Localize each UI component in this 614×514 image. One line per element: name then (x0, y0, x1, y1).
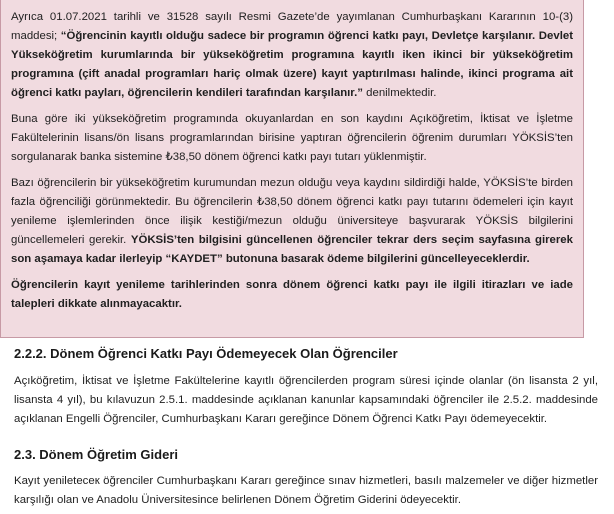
notice-paragraph-3: Bazı öğrencilerin bir yükseköğretim kurumundan mezun olduğu veya kaydını sildirdiği halde, YÖKSİS’te birden fazla öğrenciliği görünmektedir. Bu öğrencilerin ₺38,50 dönem öğrenci katkı payı tutarını ödemeleri için kayıt yenileme işlemlerinden önce ilişik kestiği/mezun olduğu üniversiteye başvurarak YÖKSİS bilgilerini güncellemeleri gerekir. YÖKSİS’ten bilgisini güncellenen öğrenciler tekrar ders seçim sayfasına girerek son aşamaya kadar ilerleyip “KAYDET” butonuna basarak ödeme bilgilerini güncelleyeceklerdir. (11, 177, 573, 265)
section-heading-2-3: 2.3. Dönem Öğretim Gideri (14, 447, 178, 462)
section-heading-2-2-2: 2.2.2. Dönem Öğrenci Katkı Payı Ödemeyecek Olan Öğrenciler (14, 346, 398, 361)
section-text-2-2-2: Açıköğretim, İktisat ve İşletme Fakültelerine kayıtlı öğrencilerden program süresi içinde olanlar (ön lisansta 2 yıl, lisansta 4 yıl), bu kılavuzun 2.5.1. maddesinde açıklanan kanunlar kapsamındaki öğrenciler ile 2.5.2. maddesinde açıklanan Engelli Öğrenciler, Cumhurbaşkanı Kararı gereğince Dönem Öğrenci Katkı Payı ödemeyecektir. (14, 375, 598, 425)
notice-paragraph-4: Öğrencilerin kayıt yenileme tarihlerinden sonra dönem öğrenci katkı payı ile ilgili itirazları ve iade talepleri dikkate alınmayacaktır. (11, 279, 573, 310)
notice-paragraph-1: Ayrıca 01.07.2021 tarihli ve 31528 sayılı Resmi Gazete’de yayımlanan Cumhurbaşkanı Kararının 10-(3) maddesi; “Öğrencinin kayıtlı olduğu sadece bir programın öğrenci katkı payı, Devletçe karşılanır. Devlet Yükseköğretim kurumlarında bir yükseköğretim programına kayıtlı iken ikinci bir yükseköğretim programına (çift anadal programları hariç olmak üzere) kayıt yaptırılması halinde, ikinci programa ait öğrenci katkı payları, öğrencilerin kendileri tarafından karşılanır.” denilmektedir. (11, 11, 573, 99)
notice-paragraph-2: Buna göre iki yükseköğretim programında okuyanlardan en son kaydını Açıköğretim, İktisat ve İşletme Fakültelerinin lisans/ön lisans programlarından birisine yaptıran öğrencilerin öğrenim durumları YÖKSİS’ten sorgulanarak banka sistemine ₺38,50 dönem öğrenci katkı payı tutarı yüklenmiştir. (11, 113, 573, 163)
section-text-2-3: Kayıt yenileteceк öğrenciler Cumhurbaşkanı Kararı gereğince sınav hizmetleri, basılı malzemeler ve diğer hizmetler karşılığı olan ve Anadolu Üniversitesince belirlenen Dönem Öğretim Giderini ödeyecektir. (14, 475, 598, 506)
